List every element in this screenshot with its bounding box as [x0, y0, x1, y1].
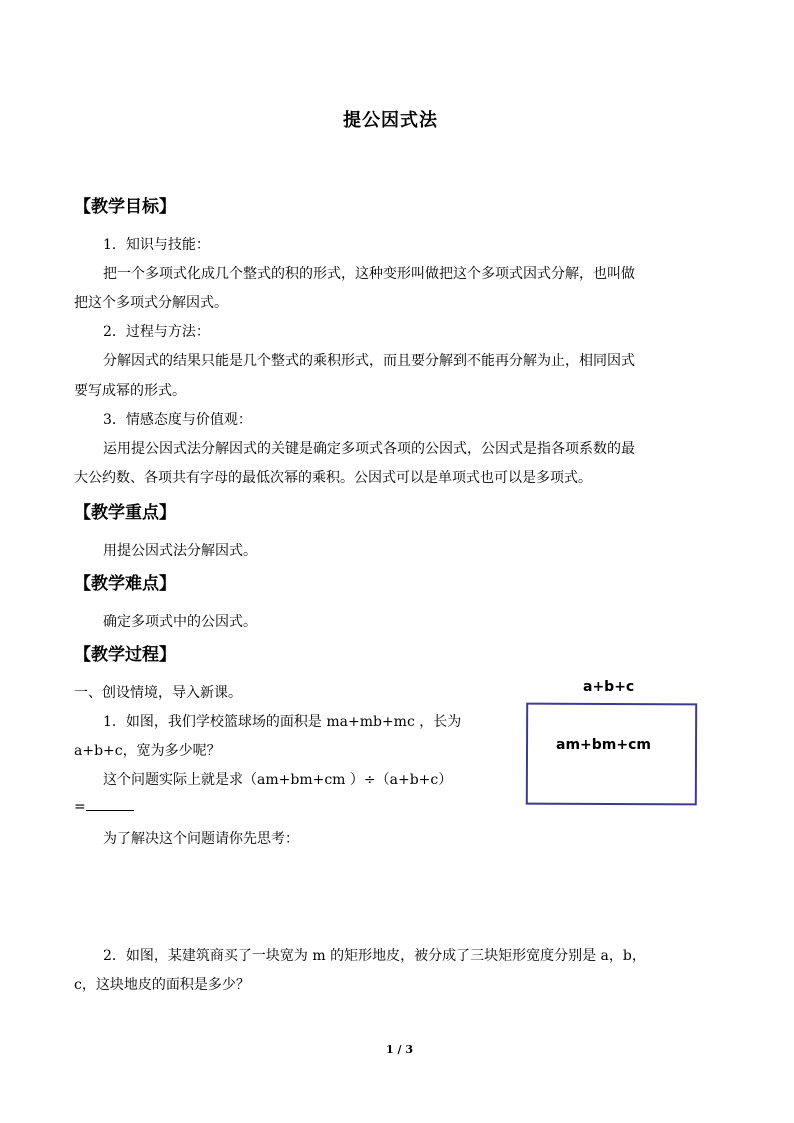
question-1-line-2: a+b+c，宽为多少呢？ [74, 743, 221, 759]
figure-area-label: am+bm+cm [556, 737, 651, 753]
objectives-heading: 【教学目标】 [74, 197, 176, 217]
objectives-item-1-text-cont: 把这个多项式分解因式。 [74, 295, 228, 311]
difficulty-heading: 【教学难点】 [74, 574, 176, 594]
page-number: 1 / 3 [386, 1043, 413, 1056]
figure-rectangle [526, 703, 697, 806]
question-1-line-1: 1．如图，我们学校篮球场的面积是 ma+mb+mc ，长为 [103, 714, 462, 730]
page-title: 提公因式法 [343, 110, 438, 131]
question-1-line-5: 为了解决这个问题请你先思考： [103, 831, 299, 847]
objectives-item-3-text: 运用提公因式法分解因式的关键是确定多项式各项的公因式，公因式是指各项系数的最 [103, 441, 635, 457]
objectives-item-3-label: 3．情感态度与价值观： [103, 412, 252, 428]
question-1-answer-line [74, 798, 134, 815]
key-point-heading: 【教学重点】 [74, 503, 176, 523]
question-1-line-3: 这个问题实际上就是求（am+bm+cm ）÷（a+b+c） [103, 772, 453, 788]
question-2-line-2: c，这块地皮的面积是多少？ [74, 977, 250, 993]
equals-sign: = [74, 799, 86, 815]
figure-length-label: a+b+c [583, 679, 635, 695]
objectives-item-2-label: 2．过程与方法： [103, 324, 210, 340]
key-point-text: 用提公因式法分解因式。 [103, 543, 257, 559]
difficulty-text: 确定多项式中的公因式。 [103, 614, 257, 630]
answer-blank [86, 798, 134, 811]
objectives-item-2-text: 分解因式的结果只能是几个整式的乘积形式，而且要分解到不能再分解为止，相同因式 [103, 353, 635, 369]
question-2-line-1: 2．如图，某建筑商买了一块宽为 m 的矩形地皮，被分成了三块矩形宽度分别是 a，b， [103, 948, 646, 964]
process-step-1: 一、创设情境，导入新课。 [74, 685, 242, 701]
objectives-item-3-text-cont: 大公约数、各项共有字母的最低次幂的乘积。公因式可以是单项式也可以是多项式。 [74, 470, 592, 486]
objectives-item-1-text: 把一个多项式化成几个整式的积的形式，这种变形叫做把这个多项式因式分解，也叫做 [103, 266, 635, 282]
objectives-item-1-label: 1．知识与技能： [103, 237, 210, 253]
objectives-item-2-text-cont: 要写成幂的形式。 [74, 383, 186, 399]
process-heading: 【教学过程】 [74, 645, 176, 665]
